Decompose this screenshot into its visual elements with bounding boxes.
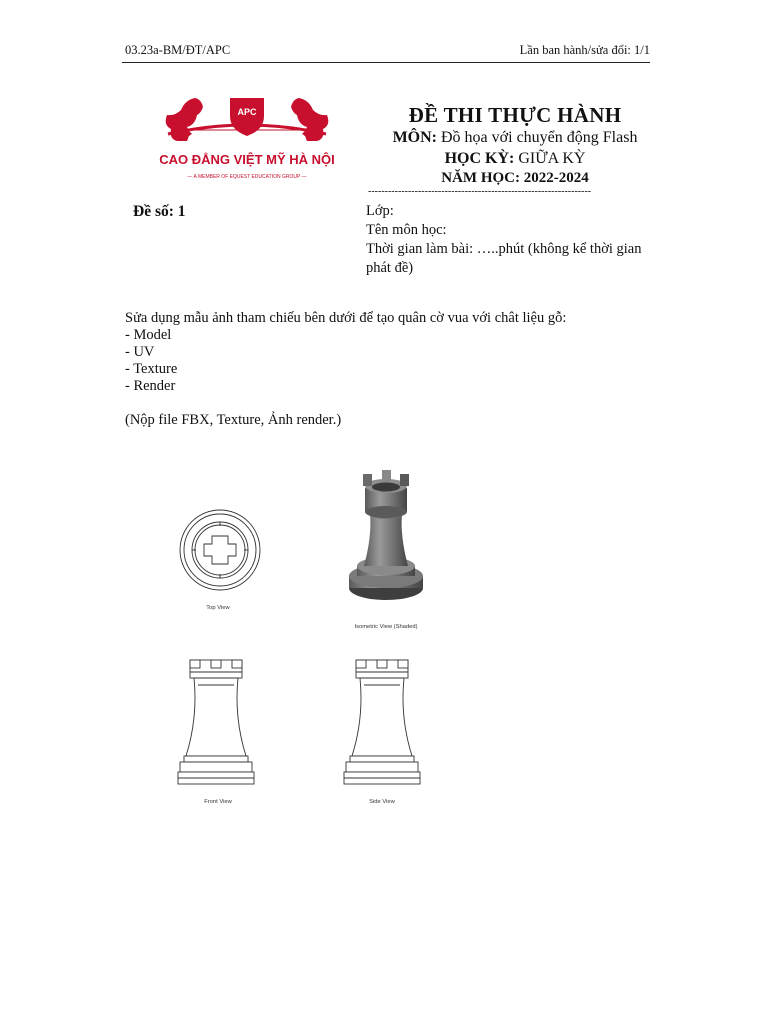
exam-number: Đề số: 1 bbox=[133, 203, 186, 220]
submission-note: (Nộp file FBX, Texture, Ảnh render.) bbox=[125, 412, 342, 428]
dashed-divider: ------------------------------------------------------------------- bbox=[368, 186, 592, 197]
class-field: Lớp: bbox=[366, 203, 394, 219]
exam-title: ĐỀ THI THỰC HÀNH bbox=[408, 103, 622, 127]
school-logo bbox=[140, 86, 354, 186]
caption-top-view: Top View bbox=[206, 605, 230, 611]
chess-rook-reference-figure bbox=[160, 460, 620, 820]
logo-badge-text: APC bbox=[237, 107, 257, 117]
rook-side-view bbox=[344, 660, 420, 784]
school-year: NĂM HỌC: 2022-2024 bbox=[441, 170, 589, 186]
header-form-code: 03.23a-BM/ĐT/APC bbox=[125, 43, 231, 57]
instructions bbox=[125, 310, 665, 429]
rook-isometric-view bbox=[349, 470, 423, 600]
subject-value: Đồ họa với chuyển động Flash bbox=[441, 129, 638, 146]
list-item: - Texture bbox=[125, 361, 178, 377]
time-field: Thời gian làm bài: …..phút (không kể thời gian phát đề) bbox=[366, 241, 642, 276]
caption-front-view: Front View bbox=[204, 799, 232, 805]
rook-top-view bbox=[180, 510, 260, 590]
caption-isometric-view: Isometric View (Shaded) bbox=[354, 624, 418, 630]
list-item: - Model bbox=[125, 327, 172, 343]
subject-line bbox=[360, 129, 670, 147]
course-field: Tên môn học: bbox=[366, 222, 447, 238]
list-item: - UV bbox=[125, 344, 155, 360]
header-rule bbox=[122, 62, 650, 63]
term-label: HỌC KỲ: bbox=[444, 150, 515, 167]
logo-school-name: CAO ĐẲNG VIỆT MỸ HÀ NỘI bbox=[159, 152, 335, 167]
logo-tagline: — A MEMBER OF EQUEST EDUCATION GROUP — bbox=[187, 174, 307, 180]
term-value: GIỮA KỲ bbox=[518, 150, 586, 167]
list-item: - Render bbox=[125, 378, 176, 394]
subject-label: MÔN: bbox=[392, 129, 437, 146]
term-line bbox=[360, 150, 670, 168]
instructions-intro: Sửa dụng mẫu ảnh tham chiếu bên dưới để tạo quân cờ vua với chât liệu gỗ: bbox=[125, 310, 567, 326]
header-revision: Lần ban hành/sửa đổi: 1/1 bbox=[519, 43, 650, 57]
rook-front-view bbox=[178, 660, 254, 784]
exam-info bbox=[366, 202, 666, 278]
caption-side-view: Side View bbox=[369, 799, 395, 805]
